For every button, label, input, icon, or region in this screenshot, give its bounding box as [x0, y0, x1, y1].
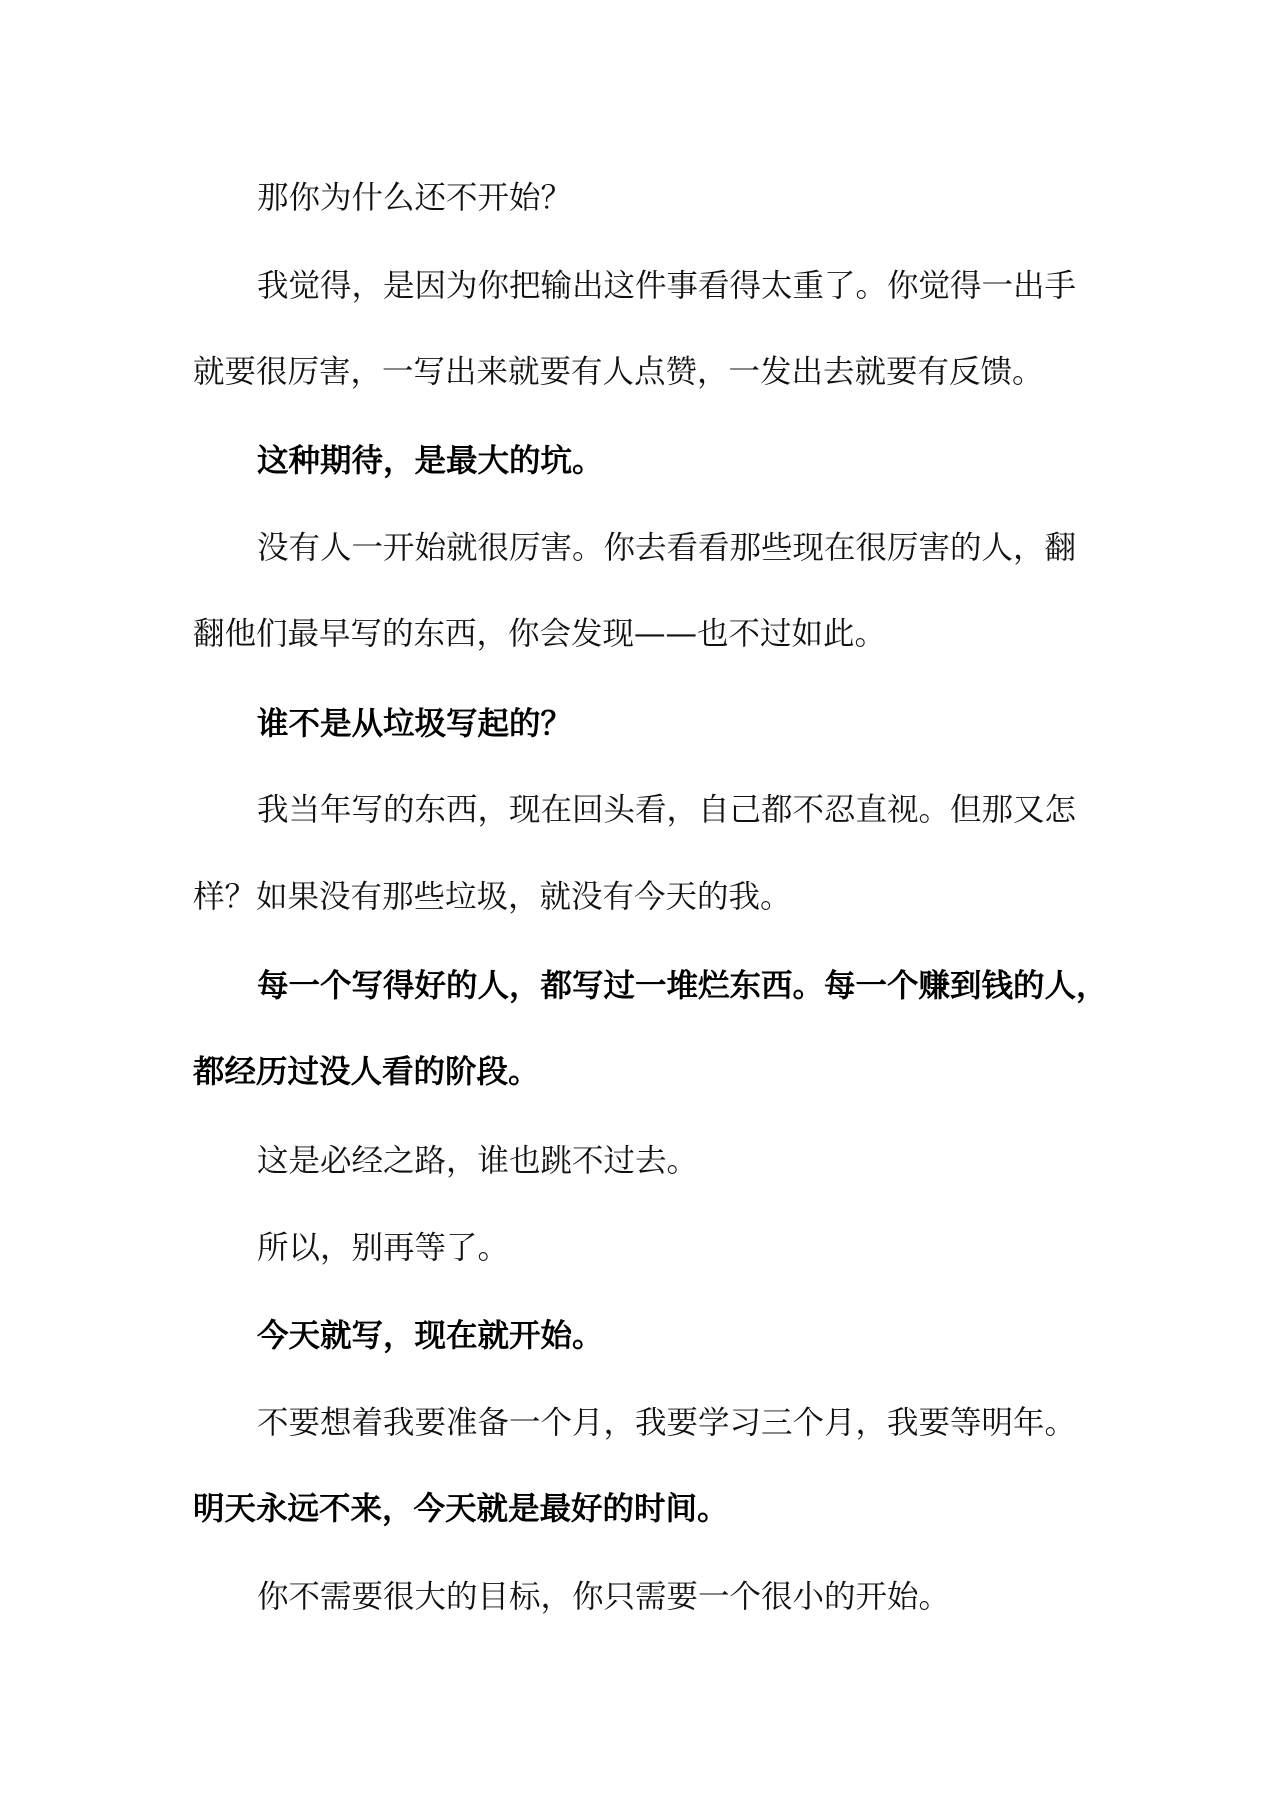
bold-heading-line: 每一个写得好的人，都写过一堆烂东西。每一个赚到钱的人， [257, 968, 1108, 1004]
paragraph-line: 所以，别再等了。 [257, 1230, 510, 1266]
paragraph-line: 这是必经之路，谁也跳不过去。 [257, 1143, 699, 1179]
paragraph-line: 没有人一开始就很厉害。你去看看那些现在很厉害的人，翻 [257, 530, 1077, 566]
bold-heading-line: 谁不是从垃圾写起的？ [257, 706, 573, 742]
paragraph-line: 样？如果没有那些垃圾，就没有今天的我。 [193, 879, 792, 915]
bold-heading-line: 这种期待，是最大的坑。 [257, 443, 604, 479]
paragraph-line: 你不需要很大的目标，你只需要一个很小的开始。 [257, 1579, 951, 1615]
paragraph-line: 不要想着我要准备一个月，我要学习三个月，我要等明年。 [257, 1405, 1077, 1441]
bold-heading-line: 明天永远不来，今天就是最好的时间。 [193, 1491, 729, 1527]
paragraph-line: 翻他们最早写的东西，你会发现——也不过如此。 [193, 616, 887, 652]
paragraph-line: 我当年写的东西，现在回头看，自己都不忍直视。但那又怎 [257, 792, 1077, 828]
paragraph-line: 我觉得，是因为你把输出这件事看得太重了。你觉得一出手 [257, 268, 1077, 304]
bold-heading-line: 今天就写，现在就开始。 [257, 1318, 604, 1354]
paragraph-line: 就要很厉害，一写出来就要有人点赞，一发出去就要有反馈。 [193, 354, 1044, 390]
paragraph-line: 那你为什么还不开始？ [257, 180, 573, 216]
bold-heading-line: 都经历过没人看的阶段。 [193, 1054, 540, 1090]
